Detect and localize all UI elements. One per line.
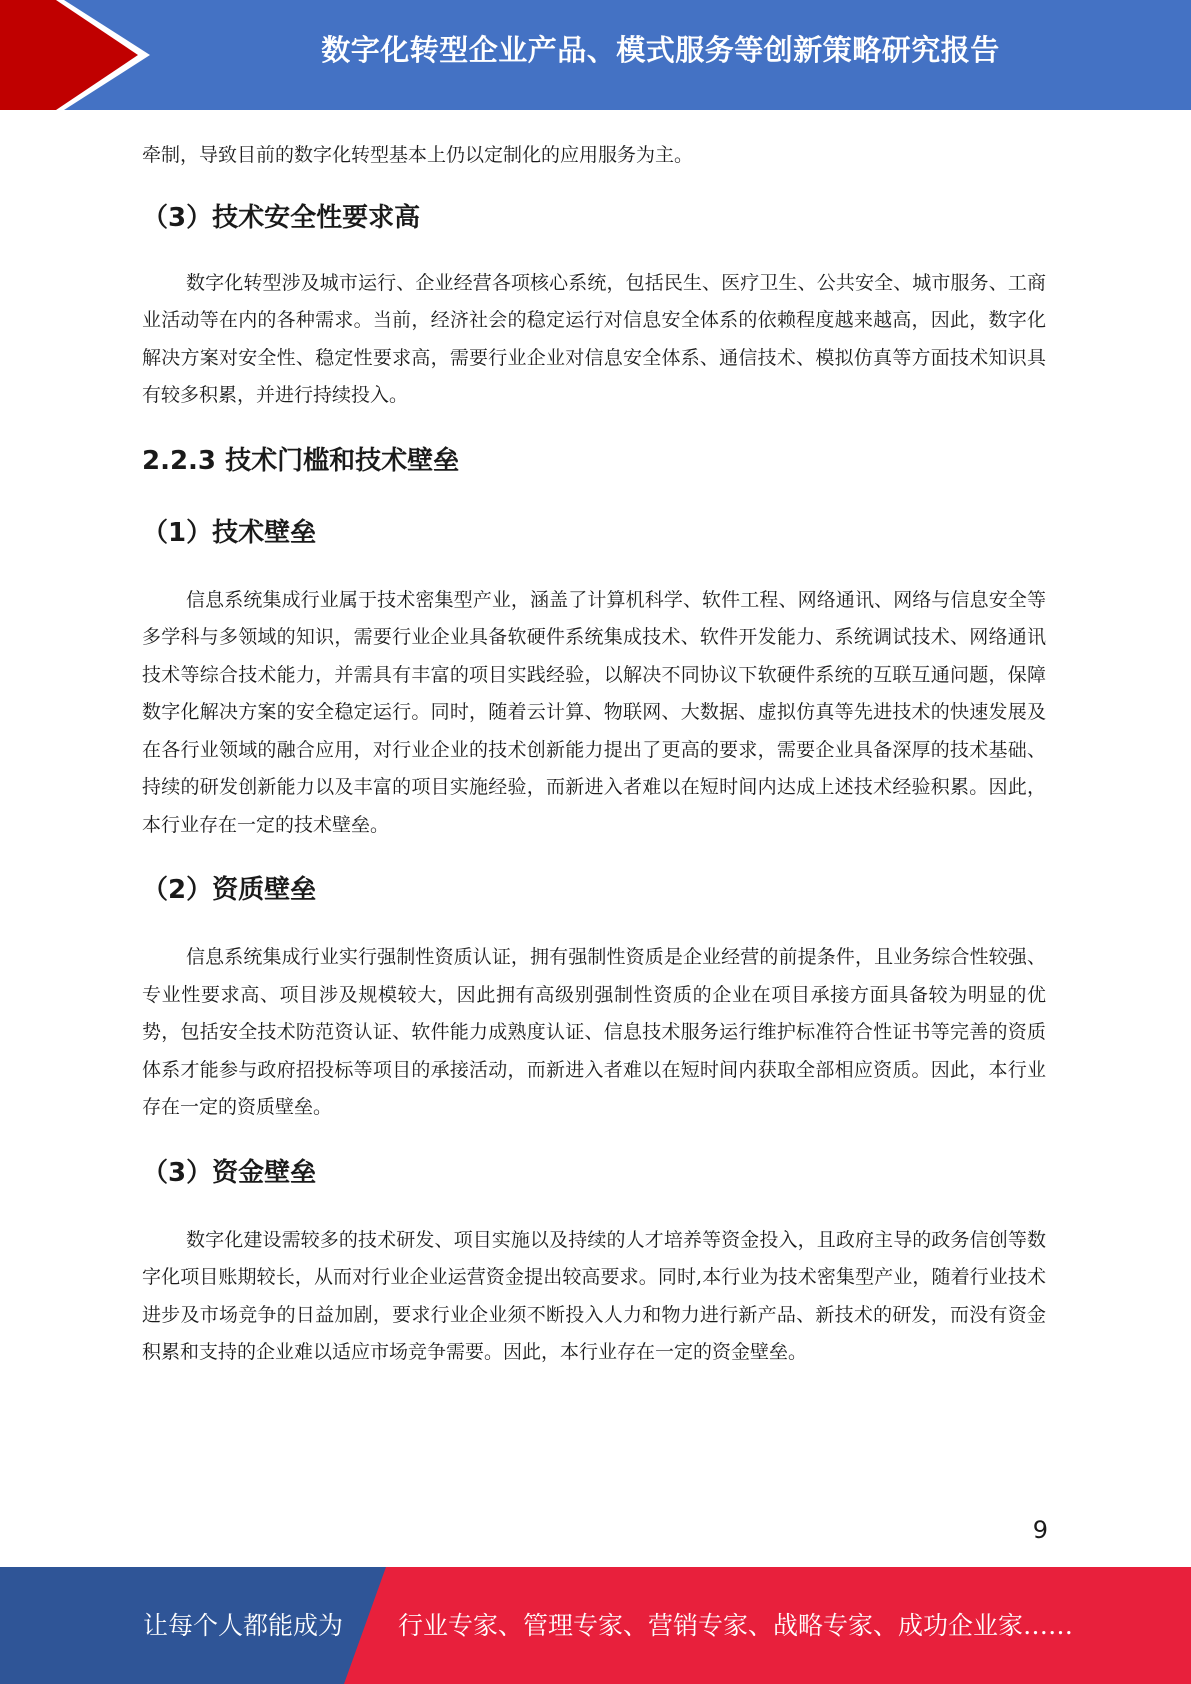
heading-qualification-barrier: （2）资质壁垒	[142, 875, 317, 905]
heading-tech-barrier: （1）技术壁垒	[142, 517, 317, 548]
paragraph-fund-barrier: 数字化建设需较多的技术研发、项目实施以及持续的人才培养等资金投入，且政府主导的政务信创等数字化项目账期较长，从而对行业企业运营资金提出较高要求。同时,本行业为技术密集型产业，随着行业技术进步及市场竞争的日益加剧，要求行业企业须不断投入人力和物力进行新产品、新技术的研发，而没有资金积累和支持的企业难以适应市场竞争需要。因此，本行业存在一定的资金壁垒。	[142, 1228, 1046, 1363]
heading-fund-barrier: （3）资金壁垒	[142, 1157, 317, 1188]
page-footer	[0, 1567, 1191, 1684]
page-header	[0, 0, 1191, 110]
footer-slogan-right: 行业专家、管理专家、营销专家、战略专家、成功企业家……	[398, 1611, 1074, 1640]
heading-tech-security: （3）技术安全性要求高	[142, 202, 421, 233]
paragraph-tech-barrier: 信息系统集成行业属于技术密集型产业，涵盖了计算机科学、软件工程、网络通讯、网络与信息安全等多学科与多领域的知识，需要行业企业具备软硬件系统集成技术、软件开发能力、系统调试技术、网络通讯技术等综合技术能力，并需具有丰富的项目实践经验，以解决不同协议下软硬件系统的互联互通问题，保障数字化解决方案的安全稳定运行。同时，随着云计算、物联网、大数据、虚拟仿真等先进技术的快速发展及在各行业领域的融合应用，对行业企业的技术创新能力提出了更高的要求，需要企业具备深厚的技术基础、持续的研发创新能力以及丰富的项目实施经验，而新进入者难以在短时间内达成上述技术经验积累。因此，本行业存在一定的技术壁垒。	[142, 588, 1046, 836]
section-heading-2-2-3: 2.2.3 技术门槛和技术壁垒	[142, 445, 460, 476]
paragraph-tech-security: 数字化转型涉及城市运行、企业经营各项核心系统，包括民生、医疗卫生、公共安全、城市服务、工商业活动等在内的各种需求。当前，经济社会的稳定运行对信息安全体系的依赖程度越来越高，因此，数字化解决方案对安全性、稳定性要求高，需要行业企业对信息安全体系、通信技术、模拟仿真等方面技术知识具有较多积累，并进行持续投入。	[142, 271, 1046, 406]
paragraph-continued: 牵制，导致目前的数字化转型基本上仍以定制化的应用服务为主。	[142, 144, 694, 166]
header-red-chevron	[0, 0, 138, 110]
page-number: 9	[1032, 1516, 1048, 1544]
report-title: 数字化转型企业产品、模式服务等创新策略研究报告	[321, 33, 1000, 67]
paragraph-qualification-barrier: 信息系统集成行业实行强制性资质认证，拥有强制性资质是企业经营的前提条件，且业务综合性较强、专业性要求高、项目涉及规模较大，因此拥有高级别强制性资质的企业在项目承接方面具备较为明显的优势，包括安全技术防范资认证、软件能力成熟度认证、信息技术服务运行维护标准符合性证书等完善的资质体系才能参与政府招投标等项目的承接活动，而新进入者难以在短时间内获取全部相应资质。因此，本行业存在一定的资质壁垒。	[142, 946, 1046, 1118]
page-body	[142, 130, 1046, 1372]
footer-slogan-left: 让每个人都能成为	[143, 1611, 344, 1640]
